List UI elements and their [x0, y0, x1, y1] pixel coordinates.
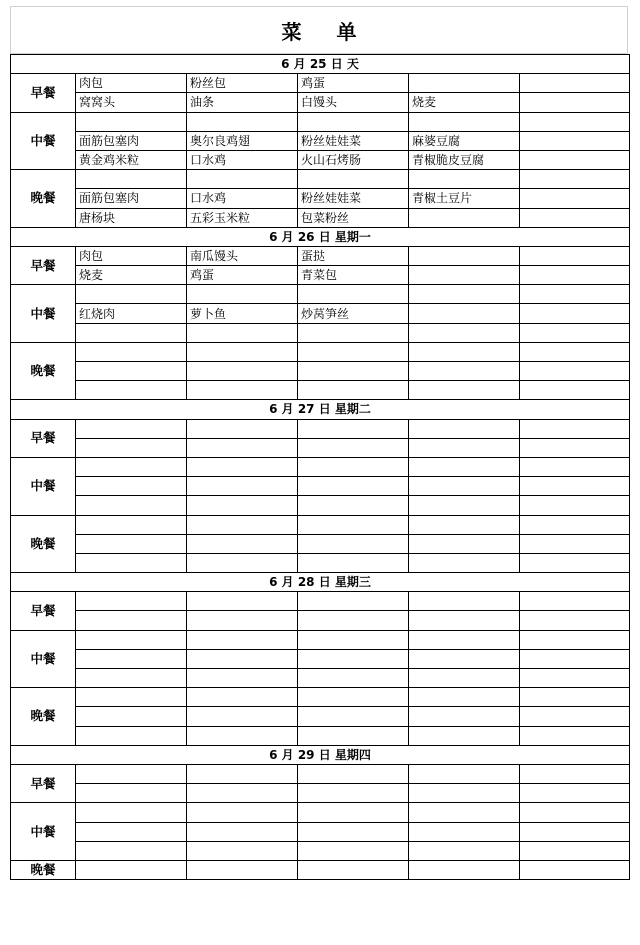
dish-cell: [298, 457, 409, 476]
table-row: [11, 515, 630, 534]
dish-cell: [409, 860, 520, 879]
dish-cell: [76, 822, 187, 841]
date-header: 6 月 26 日 星期一: [11, 227, 630, 246]
meal-label: 中餐: [11, 630, 76, 688]
dish-cell: [76, 438, 187, 457]
meal-label: 中餐: [11, 112, 76, 170]
dish-cell: 萝卜鱼: [187, 304, 298, 323]
dish-cell: [520, 93, 630, 112]
dish-cell: [298, 860, 409, 879]
dish-cell: [76, 592, 187, 611]
dish-cell: [520, 707, 630, 726]
dish-cell: [76, 112, 187, 131]
dish-cell: [298, 649, 409, 668]
dish-cell: [298, 342, 409, 361]
dish-cell: 包菜粉丝: [298, 208, 409, 227]
dish-cell: [187, 342, 298, 361]
table-row: [11, 150, 630, 169]
dish-cell: [409, 669, 520, 688]
dish-cell: [76, 707, 187, 726]
dish-cell: [76, 323, 187, 342]
table-row: [11, 74, 630, 93]
meal-label: 中餐: [11, 457, 76, 515]
date-row: [11, 400, 630, 419]
dish-cell: 粉丝包: [187, 74, 298, 93]
menu-table: [10, 54, 630, 880]
dish-cell: [409, 803, 520, 822]
dish-cell: 青菜包: [298, 266, 409, 285]
meal-label: 早餐: [11, 246, 76, 284]
dish-cell: [520, 822, 630, 841]
dish-cell: 青椒土豆片: [409, 189, 520, 208]
dish-cell: [76, 534, 187, 553]
dish-cell: [520, 457, 630, 476]
dish-cell: [187, 669, 298, 688]
dish-cell: [409, 323, 520, 342]
dish-cell: [76, 419, 187, 438]
table-row: [11, 362, 630, 381]
dish-cell: [520, 304, 630, 323]
meal-label: 中餐: [11, 285, 76, 343]
date-row: [11, 573, 630, 592]
dish-cell: [298, 438, 409, 457]
dish-cell: [520, 323, 630, 342]
dish-cell: [298, 764, 409, 783]
table-row: [11, 592, 630, 611]
dish-cell: 烧麦: [409, 93, 520, 112]
dish-cell: [520, 592, 630, 611]
dish-cell: [409, 764, 520, 783]
dish-cell: [187, 285, 298, 304]
dish-cell: [520, 189, 630, 208]
table-row: [11, 822, 630, 841]
dish-cell: [76, 764, 187, 783]
table-row: [11, 669, 630, 688]
dish-cell: [409, 649, 520, 668]
dish-cell: 五彩玉米粒: [187, 208, 298, 227]
table-row: [11, 496, 630, 515]
dish-cell: [298, 112, 409, 131]
dish-cell: [187, 112, 298, 131]
dish-cell: [520, 669, 630, 688]
dish-cell: 鸡蛋: [298, 74, 409, 93]
dish-cell: [409, 515, 520, 534]
table-row: [11, 611, 630, 630]
dish-cell: [187, 477, 298, 496]
dish-cell: [187, 553, 298, 572]
dish-cell: [409, 438, 520, 457]
dish-cell: [298, 323, 409, 342]
table-row: [11, 803, 630, 822]
table-row: [11, 266, 630, 285]
dish-cell: 炒莴笋丝: [298, 304, 409, 323]
meal-label: 早餐: [11, 592, 76, 630]
dish-cell: [298, 381, 409, 400]
dish-cell: [409, 726, 520, 745]
dish-cell: [520, 515, 630, 534]
dish-cell: [76, 611, 187, 630]
dish-cell: [520, 246, 630, 265]
dish-cell: [298, 784, 409, 803]
table-row: [11, 764, 630, 783]
dish-cell: [409, 688, 520, 707]
dish-cell: [298, 611, 409, 630]
dish-cell: [187, 860, 298, 879]
dish-cell: [76, 649, 187, 668]
dish-cell: [520, 170, 630, 189]
meal-label: 晚餐: [11, 170, 76, 228]
dish-cell: [298, 803, 409, 822]
dish-cell: [409, 112, 520, 131]
meal-label: 早餐: [11, 74, 76, 112]
dish-cell: 白馒头: [298, 93, 409, 112]
dish-cell: [409, 822, 520, 841]
dish-cell: [298, 841, 409, 860]
dish-cell: [520, 860, 630, 879]
dish-cell: [76, 784, 187, 803]
dish-cell: [76, 803, 187, 822]
table-row: [11, 784, 630, 803]
dish-cell: [187, 688, 298, 707]
dish-cell: [520, 438, 630, 457]
dish-cell: [76, 496, 187, 515]
table-row: [11, 860, 630, 879]
date-header: 6 月 29 日 星期四: [11, 745, 630, 764]
table-row: [11, 342, 630, 361]
dish-cell: [76, 170, 187, 189]
dish-cell: [187, 381, 298, 400]
dish-cell: [409, 534, 520, 553]
dish-cell: 粉丝娃娃菜: [298, 189, 409, 208]
table-row: [11, 131, 630, 150]
dish-cell: 油条: [187, 93, 298, 112]
dish-cell: [409, 611, 520, 630]
dish-cell: [187, 841, 298, 860]
dish-cell: [409, 553, 520, 572]
table-row: [11, 630, 630, 649]
dish-cell: [409, 496, 520, 515]
dish-cell: [187, 323, 298, 342]
dish-cell: [298, 477, 409, 496]
dish-cell: 南瓜馒头: [187, 246, 298, 265]
table-row: [11, 246, 630, 265]
page-title: 菜 单: [10, 6, 628, 54]
dish-cell: 面筋包塞肉: [76, 189, 187, 208]
dish-cell: [520, 803, 630, 822]
table-row: [11, 707, 630, 726]
table-row: [11, 304, 630, 323]
dish-cell: [409, 285, 520, 304]
dish-cell: [298, 688, 409, 707]
table-row: [11, 323, 630, 342]
table-row: [11, 208, 630, 227]
dish-cell: [520, 611, 630, 630]
dish-cell: 黄金鸡米粒: [76, 150, 187, 169]
dish-cell: [76, 688, 187, 707]
table-row: [11, 112, 630, 131]
dish-cell: [187, 822, 298, 841]
dish-cell: [520, 381, 630, 400]
dish-cell: [520, 841, 630, 860]
date-header: 6 月 25 日 天: [11, 55, 630, 74]
dish-cell: [187, 419, 298, 438]
dish-cell: [298, 726, 409, 745]
dish-cell: [520, 477, 630, 496]
dish-cell: [298, 669, 409, 688]
dish-cell: [520, 285, 630, 304]
dish-cell: [520, 630, 630, 649]
dish-cell: [76, 630, 187, 649]
dish-cell: [298, 419, 409, 438]
dish-cell: [409, 592, 520, 611]
dish-cell: 窝窝头: [76, 93, 187, 112]
dish-cell: [409, 457, 520, 476]
dish-cell: [409, 841, 520, 860]
date-row: [11, 745, 630, 764]
table-row: [11, 438, 630, 457]
dish-cell: [298, 592, 409, 611]
dish-cell: [409, 74, 520, 93]
dish-cell: [409, 246, 520, 265]
dish-cell: [76, 477, 187, 496]
dish-cell: [76, 860, 187, 879]
dish-cell: [187, 649, 298, 668]
table-row: [11, 688, 630, 707]
dish-cell: 肉包: [76, 246, 187, 265]
dish-cell: [298, 170, 409, 189]
dish-cell: [187, 707, 298, 726]
meal-label: 晚餐: [11, 860, 76, 879]
dish-cell: 面筋包塞肉: [76, 131, 187, 150]
dish-cell: [76, 726, 187, 745]
table-row: [11, 457, 630, 476]
meal-label: 晚餐: [11, 688, 76, 746]
dish-cell: [409, 784, 520, 803]
dish-cell: [520, 496, 630, 515]
dish-cell: [298, 630, 409, 649]
dish-cell: [520, 150, 630, 169]
dish-cell: [76, 553, 187, 572]
dish-cell: [76, 285, 187, 304]
dish-cell: [187, 784, 298, 803]
dish-cell: [409, 304, 520, 323]
dish-cell: [520, 764, 630, 783]
dish-cell: [187, 630, 298, 649]
dish-cell: [409, 707, 520, 726]
dish-cell: [76, 515, 187, 534]
dish-cell: [76, 841, 187, 860]
dish-cell: [520, 726, 630, 745]
meal-label: 晚餐: [11, 342, 76, 400]
table-row: [11, 381, 630, 400]
date-header: 6 月 27 日 星期二: [11, 400, 630, 419]
dish-cell: [520, 131, 630, 150]
dish-cell: [76, 381, 187, 400]
dish-cell: 麻婆豆腐: [409, 131, 520, 150]
table-row: [11, 285, 630, 304]
meal-label: 晚餐: [11, 515, 76, 573]
dish-cell: 红烧肉: [76, 304, 187, 323]
table-row: [11, 649, 630, 668]
dish-cell: 鸡蛋: [187, 266, 298, 285]
dish-cell: [520, 112, 630, 131]
meal-label: 早餐: [11, 764, 76, 802]
dish-cell: [520, 553, 630, 572]
dish-cell: 奥尔良鸡翅: [187, 131, 298, 150]
dish-cell: [187, 170, 298, 189]
dish-cell: [298, 707, 409, 726]
dish-cell: [187, 457, 298, 476]
dish-cell: [298, 515, 409, 534]
dish-cell: 蛋挞: [298, 246, 409, 265]
dish-cell: [409, 342, 520, 361]
date-row: [11, 55, 630, 74]
dish-cell: 唐杨块: [76, 208, 187, 227]
table-row: [11, 553, 630, 572]
dish-cell: [520, 266, 630, 285]
dish-cell: [520, 362, 630, 381]
dish-cell: [409, 630, 520, 649]
table-row: [11, 534, 630, 553]
dish-cell: [187, 496, 298, 515]
dish-cell: [520, 649, 630, 668]
dish-cell: [76, 362, 187, 381]
dish-cell: 火山石烤肠: [298, 150, 409, 169]
dish-cell: 青椒脆皮豆腐: [409, 150, 520, 169]
dish-cell: [409, 170, 520, 189]
meal-label: 中餐: [11, 803, 76, 861]
table-row: [11, 841, 630, 860]
dish-cell: [187, 534, 298, 553]
dish-cell: [520, 534, 630, 553]
dish-cell: 烧麦: [76, 266, 187, 285]
dish-cell: [409, 419, 520, 438]
dish-cell: [520, 208, 630, 227]
dish-cell: [520, 419, 630, 438]
dish-cell: [520, 342, 630, 361]
dish-cell: [76, 457, 187, 476]
dish-cell: [187, 726, 298, 745]
dish-cell: 肉包: [76, 74, 187, 93]
table-row: [11, 189, 630, 208]
dish-cell: [520, 74, 630, 93]
table-row: [11, 419, 630, 438]
dish-cell: [520, 688, 630, 707]
dish-cell: 粉丝娃娃菜: [298, 131, 409, 150]
table-row: [11, 477, 630, 496]
table-row: [11, 93, 630, 112]
dish-cell: [409, 362, 520, 381]
dish-cell: [520, 784, 630, 803]
dish-cell: [76, 342, 187, 361]
dish-cell: [409, 266, 520, 285]
dish-cell: [187, 611, 298, 630]
dish-cell: [298, 496, 409, 515]
dish-cell: [409, 208, 520, 227]
dish-cell: 口水鸡: [187, 150, 298, 169]
dish-cell: [298, 534, 409, 553]
dish-cell: [76, 669, 187, 688]
meal-label: 早餐: [11, 419, 76, 457]
date-row: [11, 227, 630, 246]
dish-cell: [187, 362, 298, 381]
dish-cell: [409, 477, 520, 496]
dish-cell: [187, 592, 298, 611]
dish-cell: [187, 764, 298, 783]
dish-cell: [409, 381, 520, 400]
dish-cell: 口水鸡: [187, 189, 298, 208]
table-row: [11, 726, 630, 745]
table-row: [11, 170, 630, 189]
dish-cell: [187, 803, 298, 822]
dish-cell: [298, 553, 409, 572]
dish-cell: [298, 285, 409, 304]
dish-cell: [187, 515, 298, 534]
dish-cell: [187, 438, 298, 457]
date-header: 6 月 28 日 星期三: [11, 573, 630, 592]
dish-cell: [298, 362, 409, 381]
dish-cell: [298, 822, 409, 841]
